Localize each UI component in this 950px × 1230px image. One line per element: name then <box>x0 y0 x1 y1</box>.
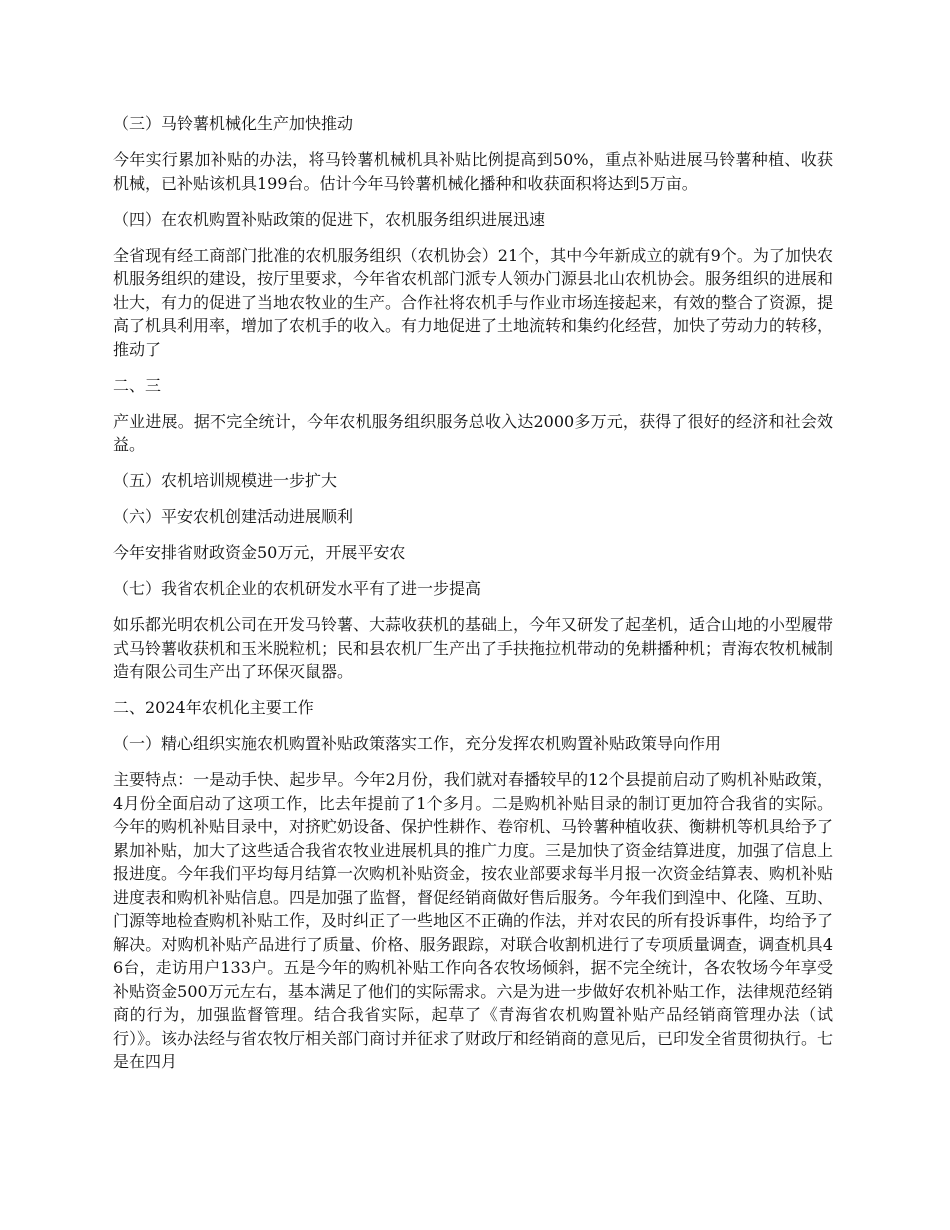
section-heading-4: （四）在农机购置补贴政策的促进下，农机服务组织进展迅速 <box>113 209 546 229</box>
body-paragraph: 全省现有经工商部门批准的农机服务组织（农机协会）21个，其中今年新成立的就有9个。为了加快农机服务组织的建设，按厅里要求，今年省农机部门派专人领办门源县北山农机协会。服务组织的进展和壮大，有力的促进了当地农牧业的生产。合作社将农机手与作业市场连接起来，有效的整合了资源，提高了机具利用率，增加了农机手的收入。有力地促进了土地流转和集约化经营，加快了劳动力的转移，推动了 <box>113 245 834 359</box>
section-heading-1: （一）精心组织实施农机购置补贴政策落实工作，充分发挥农机购置补贴政策导向作用 <box>113 734 722 753</box>
body-paragraph: 产业进展。据不完全统计，今年农机服务组织服务总收入达2000多万元，获得了很好的经济和社会效益。 <box>113 411 833 454</box>
document-page <box>113 112 833 1086</box>
body-paragraph: 今年安排省财政资金50万元，开展平安农 <box>113 543 406 562</box>
section-heading-5: （五）农机培训规模进一步扩大 <box>113 471 338 490</box>
section-heading-7: （七）我省农机企业的农机研发水平有了进一步提高 <box>113 579 482 598</box>
body-paragraph: 今年实行累加补贴的办法，将马铃薯机械机具补贴比例提高到50%，重点补贴进展马铃薯种植、收获机械，已补贴该机具199台。估计今年马铃薯机械化播种和收获面积将达到5万亩。 <box>113 150 833 193</box>
body-paragraph: 如乐都光明农机公司在开发马铃薯、大蒜收获机的基础上，今年又研发了起垄机，适合山地的小型履带式马铃薯收获机和玉米脱粒机；民和县农机厂生产出了手扶拖拉机带动的免耕播种机；青海农牧机械制造有限公司生产出了环保灭鼠器。 <box>113 615 834 681</box>
body-paragraph: 主要特点：一是动手快、起步早。今年2月份，我们就对春播较早的12个县提前启动了购机补贴政策，4月份全面启动了这项工作，比去年提前了1个多月。二是购机补贴目录的制订更加符合我省的实际。今年的购机补贴目录中，对挤贮奶设备、保护性耕作、卷帘机、马铃薯种植收获、衡耕机等机具给予了累加补贴，加大了这些适合我省农牧业进展机具的推广力度。三是加快了资金结算进度，加强了信息上报进度。今年我们平均每月结算一次购机补贴资金，按农业部要求每半月报一次资金结算表、购机补贴进度表和购机补贴信息。四是加强了监督，督促经销商做好售后服务。今年我们到湟中、化隆、互助、门源等地检查购机补贴工作，及时纠正了一些地区不正确的作法，并对农民的所有投诉事件，均给予了解决。对购机补贴产品进行了质量、价格、服务跟踪，对联合收割机进行了专项质量调查，调查机具46台，走访用户133户。五是今年的购机补贴工作向各农牧场倾斜，据不完全统计，各农牧场今年享受补贴资金500万元左右，基本满足了他们的实际需求。六是为进一步做好农机补贴工作，法律规范经销商的行为，加强监督管理。结合我省实际，起草了《青海省农机购置补贴产品经销商管理办法（试行）》。该办法经与省农牧厅相关部门商讨并征求了财政厅和经销商的意见后，已印发全省贯彻执行。七是在四月 <box>113 770 834 1071</box>
section-heading-3: （三）马铃薯机械化生产加快推动 <box>113 114 354 133</box>
fragment-line: 二、三 <box>113 375 162 395</box>
section-heading-6: （六）平安农机创建活动进展顺利 <box>113 507 354 526</box>
chapter-heading: 二、2024年农机化主要工作 <box>113 698 314 717</box>
